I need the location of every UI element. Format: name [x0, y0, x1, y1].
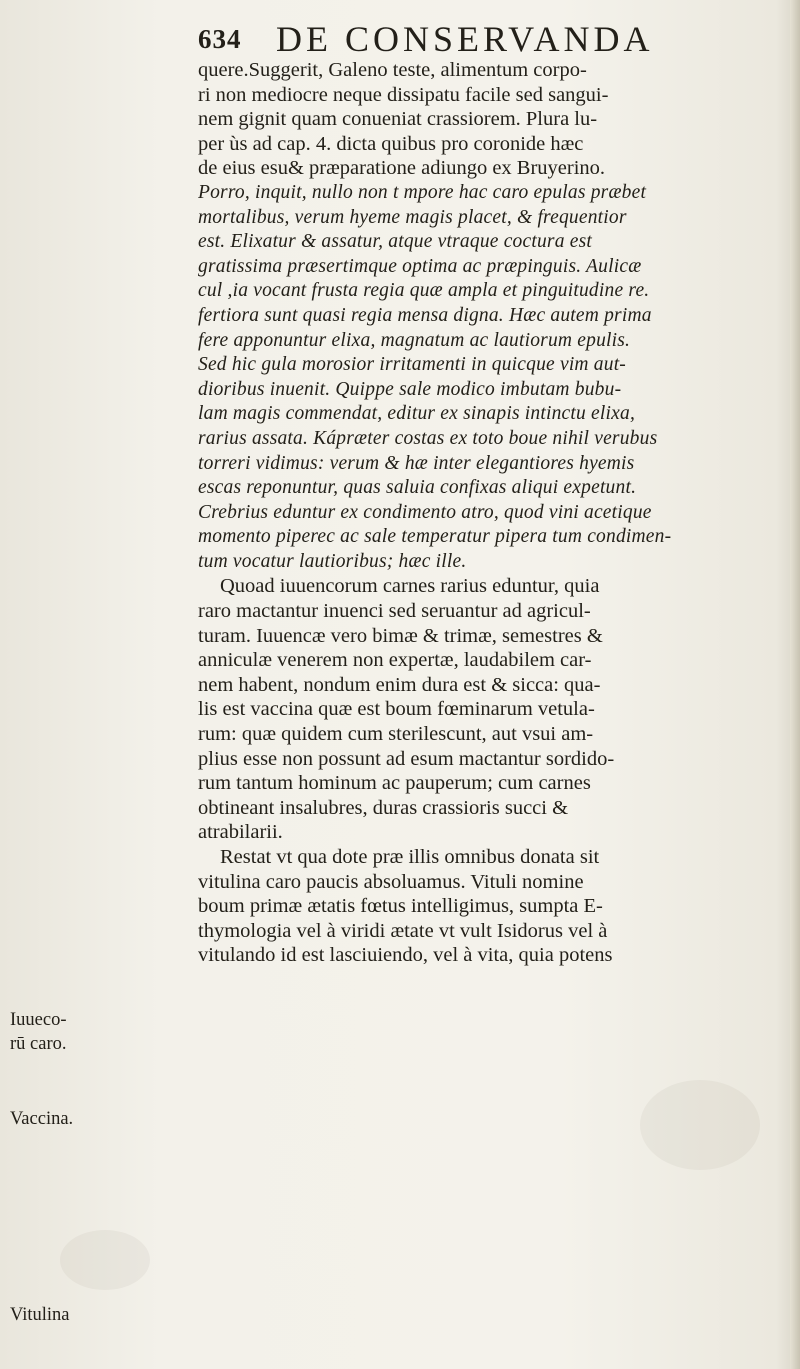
text-line: fertiora sunt quasi regia mensa digna. Hæc autem prima — [198, 304, 652, 326]
text-line: cul ,ia vocant frusta regia quæ ampla et pinguitudine re. — [198, 280, 650, 302]
text-line: rum tantum hominum ac pauperum; cum carnes — [198, 772, 591, 795]
text-line: Restat vt qua dote præ illis omnibus donata sit — [220, 846, 600, 868]
text-line: raro mactantur inuenci sed seruantur ad agricul- — [198, 600, 591, 623]
text-line: de eius esu& præparatione adiungo ex Bruyerino. — [198, 157, 606, 180]
text-line: ri non mediocre neque dissipatu facile sed sangui- — [198, 83, 609, 106]
margin-note-vitulina: Vitulina — [10, 1305, 70, 1325]
text-line: plius esse non possunt ad esum mactantur sordido- — [198, 747, 615, 770]
text-line: Porro, inquit, nullo non t mpore hac caro epulas præbet — [198, 181, 647, 203]
text-line: boum primæ ætatis fœtus intelligimus, sumpta E- — [198, 895, 603, 918]
text-line: nem habent, nondum enim dura est & sicca: qua- — [198, 673, 601, 696]
text-line: gratissima præsertimque optima ac præpinguis. Aulicæ — [198, 255, 642, 277]
page-edge — [790, 0, 800, 1369]
text-line: nem gignit quam conueniat crassiorem. Plura lu- — [198, 108, 598, 131]
text-line: thymologia vel à viridi ætate vt vult Isidorus vel à — [198, 919, 608, 942]
text-line: Sed hic gula morosior irritamenti in quicque vim aut- — [198, 354, 627, 376]
text-line: dioribus inuenit. Quippe sale modico imbutam bubu- — [198, 378, 622, 400]
page-header — [198, 18, 718, 60]
text-line: est. Elixatur & assatur, atque vtraque coctura est — [198, 231, 593, 253]
text-line: anniculæ venerem non expertæ, laudabilem car- — [198, 649, 592, 672]
text-line: turam. Iuuencæ vero bimæ & trimæ, semestres & — [198, 624, 603, 647]
text-line: momento piperec ac sale temperatur pipera tum condimen- — [198, 526, 672, 548]
text-line: vitulando id est lasciuiendo, vel à vita, quia potens — [198, 944, 613, 967]
text-line: rarius assata. Kápræter costas ex toto boue nihil verubus — [198, 427, 658, 449]
running-title: DE CONSERVANDA — [276, 19, 654, 59]
text-line: vitulina caro paucis absoluamus. Vituli nomine — [198, 870, 584, 893]
text-line: atrabilarii. — [198, 821, 283, 844]
paper-stain — [60, 1230, 150, 1290]
page-number: 634 — [198, 24, 242, 54]
margin-note-vaccina: Vaccina. — [10, 1109, 74, 1129]
text-line: obtineant insalubres, duras crassioris succi & — [198, 796, 569, 819]
text-line: quere.Suggerit, Galeno teste, alimentum corpo- — [198, 59, 587, 81]
text-line: Crebrius eduntur ex condimento atro, quod vini acetique — [198, 501, 652, 523]
text-line: escas reponuntur, quas saluia confixas aliqui expetunt. — [198, 477, 637, 499]
margin-note-iuuenca: Iuueco- — [10, 1010, 67, 1030]
margin-note-iuuenca-caro: rū caro. — [10, 1034, 67, 1054]
text-line: lis est vaccina quæ est boum fœminarum vetula- — [198, 698, 595, 721]
body-text — [198, 58, 758, 968]
text-line: lam magis commendat, editur ex sinapis intinctu elixa, — [198, 403, 636, 425]
paper-stain — [640, 1080, 760, 1170]
text-line: mortalibus, verum hyeme magis placet, & frequentior — [198, 206, 627, 228]
text-line: rum: quæ quidem cum sterilescunt, aut vsui am- — [198, 723, 594, 746]
text-line: tum vocatur lautioribus; hæc ille. — [198, 550, 467, 572]
text-line: torreri vidimus: verum & hæ inter elegantiores hyemis — [198, 452, 635, 474]
text-line: fere apponuntur elixa, magnatum ac lautiorum epulis. — [198, 329, 631, 351]
text-line: Quoad iuuencorum carnes rarius eduntur, quia — [220, 575, 600, 598]
text-line: per ùs ad cap. 4. dicta quibus pro coronide hæc — [198, 132, 584, 155]
